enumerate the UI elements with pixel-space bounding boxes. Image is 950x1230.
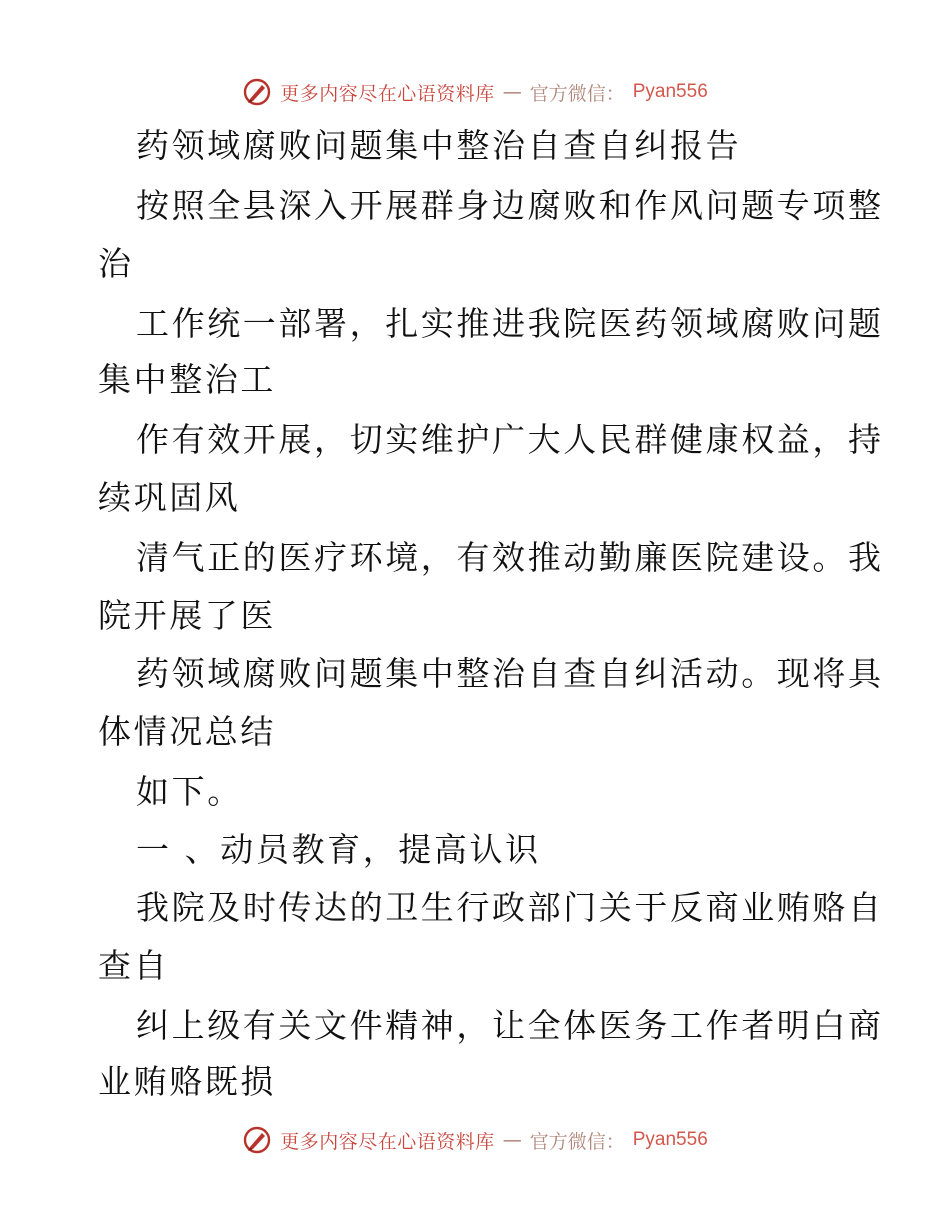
paragraph-line: 我院及时传达的卫生行政部门关于反商业贿赂自 bbox=[136, 888, 884, 927]
pen-circle-logo-icon bbox=[242, 1125, 272, 1155]
paragraph-line: 治 bbox=[98, 244, 134, 283]
pen-circle-logo-icon bbox=[242, 77, 272, 107]
footer-watermark bbox=[0, 1120, 950, 1160]
paragraph-line: 作有效开展，切实维护广大人民群健康权益，持 bbox=[136, 420, 884, 459]
watermark-separator: — bbox=[502, 81, 522, 103]
paragraph-line: 院开展了医 bbox=[98, 596, 276, 635]
watermark-wechat-id: Pyan556 bbox=[632, 1129, 708, 1150]
paragraph-line: 清气正的医疗环境，有效推动勤廉医院建设。我 bbox=[136, 538, 884, 577]
paragraph-line: 工作统一部署，扎实推进我院医药领域腐败问题 bbox=[136, 304, 884, 343]
watermark-brand-text: 更多内容尽在心语资料库 bbox=[280, 1130, 495, 1153]
paragraph-line: 续巩固风 bbox=[98, 478, 241, 517]
paragraph-line: 如下。 bbox=[136, 772, 243, 811]
watermark-brand-text: 更多内容尽在心语资料库 bbox=[280, 82, 495, 105]
paragraph-line: 纠上级有关文件精神，让全体医务工作者明白商 bbox=[136, 1006, 884, 1045]
paragraph-line: 体情况总结 bbox=[98, 712, 276, 751]
watermark-wechat-label: 官方微信： bbox=[529, 82, 625, 105]
watermark-wechat-label: 官方微信： bbox=[529, 1130, 625, 1153]
watermark-wechat-id: Pyan556 bbox=[632, 81, 708, 102]
section-heading: 一 、动员教育，提高认识 bbox=[136, 830, 541, 869]
watermark-separator: — bbox=[502, 1129, 522, 1151]
paragraph-line: 集中整治工 bbox=[98, 360, 276, 399]
document-title: 药领域腐败问题集中整治自查自纠报告 bbox=[136, 126, 742, 165]
header-watermark bbox=[0, 72, 950, 112]
paragraph-line: 按照全县深入开展群身边腐败和作风问题专项整 bbox=[136, 186, 884, 225]
paragraph-line: 业贿赂既损 bbox=[98, 1062, 276, 1101]
paragraph-line: 药领域腐败问题集中整治自查自纠活动。现将具 bbox=[136, 654, 884, 693]
paragraph-line: 查自 bbox=[98, 946, 170, 985]
